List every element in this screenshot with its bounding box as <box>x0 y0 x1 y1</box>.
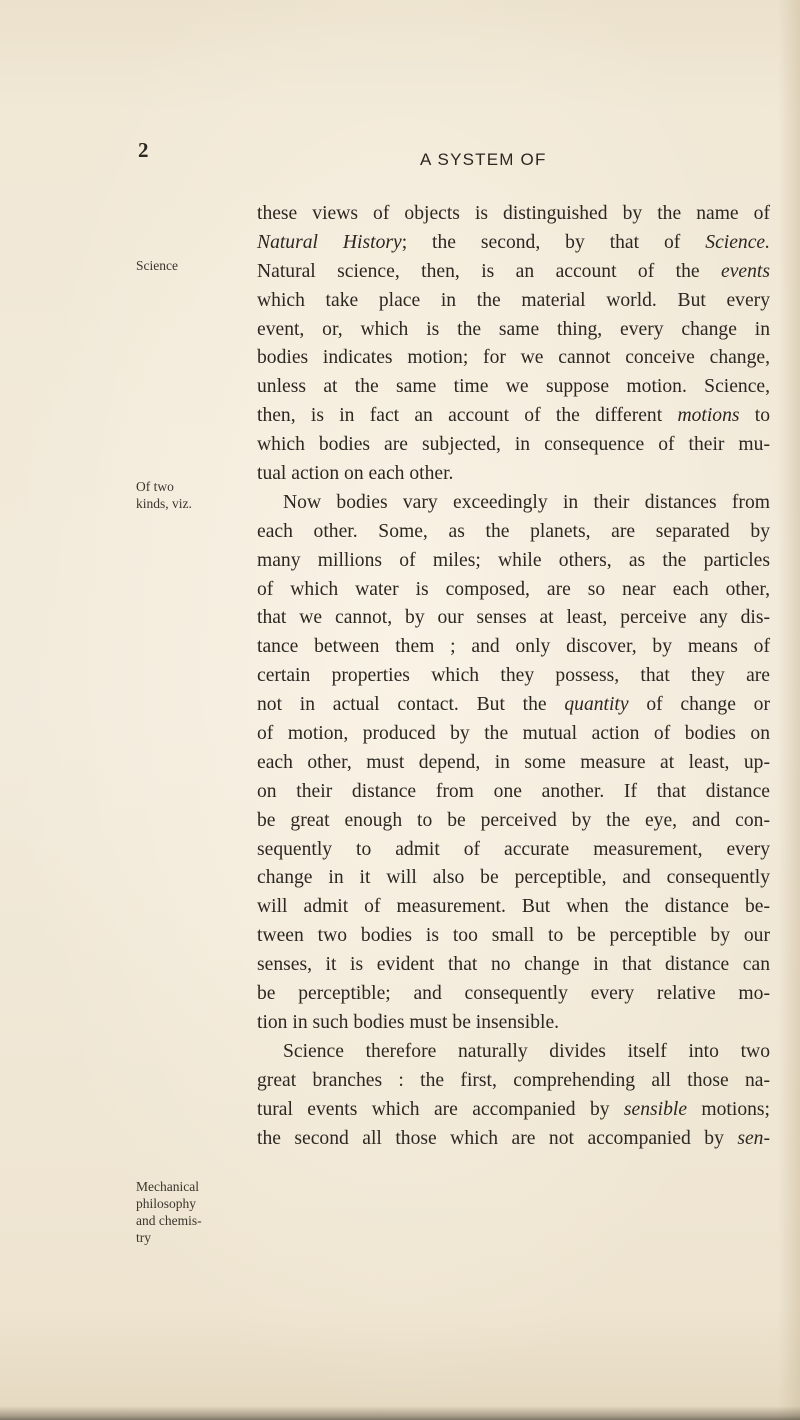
text-line: which bodies are subjected, in consequence of their mu- <box>257 434 770 456</box>
text-span: Natural science, then, is an account of the <box>257 260 722 282</box>
text-line: tween two bodies is too small to be perceptible by our <box>257 925 770 947</box>
text-line: tual action on each other. <box>257 463 454 485</box>
text-line <box>257 1125 770 1154</box>
text-line: that we cannot, by our senses at least, perceive any dis- <box>257 607 770 629</box>
text-line: change in it will also be perceptible, and consequently <box>257 867 770 889</box>
marginal-note-line: Science <box>136 258 178 273</box>
text-line: these views of objects is distinguished by the name of <box>257 203 770 224</box>
text-line: senses, it is evident that no change in that distance can <box>257 954 770 976</box>
marginal-note-science <box>136 257 232 274</box>
marginal-note-line: kinds, viz. <box>136 496 192 511</box>
running-head: A SYSTEM OF <box>420 150 547 169</box>
text-line: each other, must depend, in some measure at least, up- <box>257 751 770 773</box>
body-text <box>257 200 770 1153</box>
text-italic: events <box>721 260 770 282</box>
marginal-note-line: Of two <box>136 479 174 494</box>
text-italic: quantity <box>564 694 629 716</box>
text-span: ; the second, by that of <box>401 231 706 253</box>
text-line: bodies indicates motion; for we cannot conceive change, <box>257 347 770 369</box>
text-line: tance between them ; and only discover, by means of <box>257 636 770 658</box>
text-line: be great enough to be perceived by the eye, and con- <box>257 809 770 831</box>
text-span: motions; <box>687 1098 770 1120</box>
text-line: which take place in the material world. But every <box>257 289 770 311</box>
marginal-note-line: try <box>136 1230 151 1245</box>
marginal-note-line: and chemis- <box>136 1213 202 1228</box>
text-line <box>257 258 770 287</box>
text-italic: Science. <box>705 231 770 253</box>
text-line: event, or, which is the same thing, every change in <box>257 318 770 340</box>
text-span: to <box>739 405 771 427</box>
text-italic: Natural History <box>257 231 402 253</box>
text-line: Now bodies vary exceedingly in their distances from <box>283 491 770 513</box>
text-line: certain properties which they possess, that they are <box>257 665 770 687</box>
marginal-note-line: Mechanical <box>136 1179 199 1194</box>
text-span: then, is in fact an account of the different <box>257 405 678 427</box>
text-italic: sensible <box>623 1098 688 1120</box>
text-span: tural events which are accompanied by <box>257 1098 624 1120</box>
marginal-note-of-two-kinds <box>136 478 232 512</box>
text-span: the second all those which are not accompanied by <box>257 1127 738 1149</box>
page-bottom-shadow <box>0 1406 800 1420</box>
text-line: unless at the same time we suppose motion. Science, <box>257 376 770 398</box>
text-line: of motion, produced by the mutual action of bodies on <box>257 723 770 745</box>
text-line: each other. Some, as the planets, are separated by <box>257 520 770 542</box>
marginal-note-mechanical-philosophy <box>136 1178 232 1246</box>
text-line: many millions of miles; while others, as the particles <box>257 549 770 571</box>
text-line <box>257 691 770 720</box>
text-line: on their distance from one another. If that distance <box>257 780 770 802</box>
text-italic: sen- <box>737 1127 770 1149</box>
text-italic: motions <box>677 405 740 427</box>
text-span: not in actual contact. But the <box>257 694 565 716</box>
marginal-note-line: philosophy <box>136 1196 197 1211</box>
text-line: of which water is composed, are so near each other, <box>257 578 770 600</box>
page-number: 2 <box>138 138 149 162</box>
text-line <box>257 402 770 431</box>
text-line: Science therefore naturally divides itself into two <box>283 1040 770 1062</box>
text-line <box>257 1096 770 1125</box>
page-edge-shading <box>778 0 800 1420</box>
text-line <box>257 229 770 258</box>
text-line: will admit of measurement. But when the distance be- <box>257 896 770 918</box>
text-line: be perceptible; and consequently every relative mo- <box>257 983 770 1005</box>
text-span: of change or <box>628 694 770 716</box>
text-line: great branches : the first, comprehending all those na- <box>257 1069 770 1091</box>
text-line: sequently to admit of accurate measurement, every <box>257 838 770 860</box>
text-line: tion in such bodies must be insensible. <box>257 1011 560 1033</box>
